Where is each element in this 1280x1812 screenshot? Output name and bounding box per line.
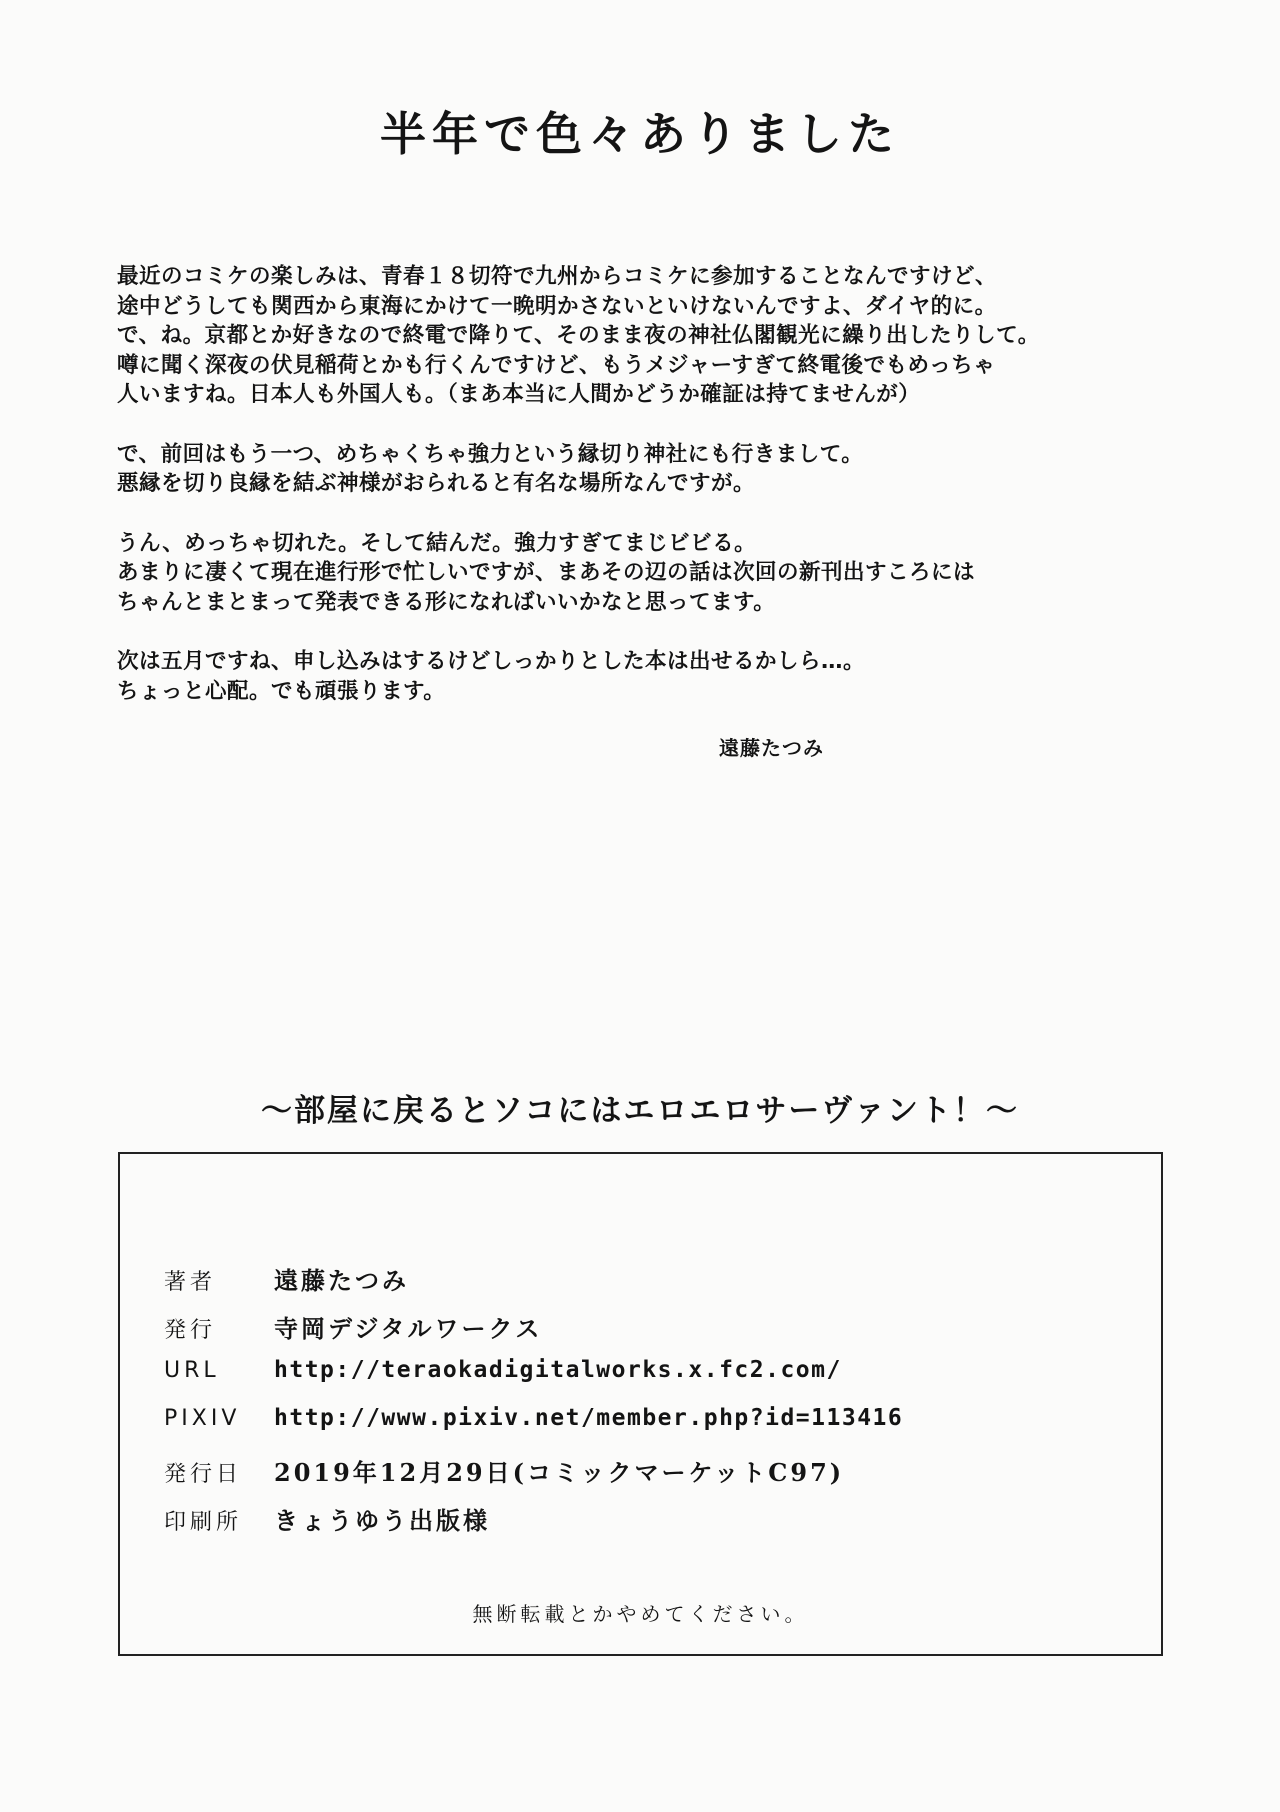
colophon-row-date xyxy=(164,1453,844,1488)
afterword-line: ちょっと心配。でも頑張ります。 xyxy=(117,678,446,704)
afterword-line: で、ね。京都とか好きなので終電で降りて、そのまま夜の神社仏閣観光に繰り出したりして。 xyxy=(117,323,1040,348)
colophon-label: 発行日 xyxy=(164,1462,243,1487)
afterword-line: で、前回はもう一つ、めちゃくちゃ強力という縁切り神社にも行きまして。 xyxy=(117,441,864,467)
afterword-paragraph xyxy=(117,440,1177,499)
work-title: 〜部屋に戻るとソコにはエロエロサーヴァント！〜 xyxy=(260,1093,1020,1129)
afterword-line: ちゃんとまとまって発表できる形になればいいかなと思ってます。 xyxy=(117,589,776,615)
colophon-row-publisher xyxy=(164,1309,542,1344)
afterword-line: 最近のコミケの楽しみは、青春１８切符で九州からコミケに参加することなんですけど、 xyxy=(117,264,998,289)
colophon-value: 遠藤たつみ xyxy=(274,1266,409,1295)
afterword-line: 途中どうしても関西から東海にかけて一晩明かさないといけないんですよ、ダイヤ的に。 xyxy=(117,293,997,319)
author-signature: 遠藤たつみ xyxy=(719,736,824,760)
colophon-label: 発行 xyxy=(164,1318,217,1343)
afterword-line: あまりに凄くて現在進行形で忙しいですが、まあその辺の話は次回の新刊出すころには xyxy=(117,560,976,585)
colophon-row-printer xyxy=(164,1501,490,1536)
afterword-paragraph xyxy=(117,262,1177,410)
colophon-row-pixiv xyxy=(164,1405,903,1431)
colophon-value: 2019年12月29日(コミックマーケットC97) xyxy=(274,1458,845,1487)
reprint-notice: 無断転載とかやめてください。 xyxy=(472,1602,809,1626)
afterword-line: 悪縁を切り良縁を結ぶ神様がおられると有名な場所なんですが。 xyxy=(117,471,756,496)
colophon-box xyxy=(118,1152,1163,1656)
colophon-label: 著者 xyxy=(164,1270,217,1295)
afterword-line: 人いますね。日本人も外国人も。（まあ本当に人間かどうか確証は持てませんが） xyxy=(117,382,921,407)
colophon-value: きょうゆう出版様 xyxy=(274,1506,490,1535)
colophon-label: URL xyxy=(164,1358,220,1383)
colophon-row-author xyxy=(164,1261,409,1296)
afterword-line: うん、めっちゃ切れた。そして結んだ。強力すぎてまじビビる。 xyxy=(117,530,757,556)
colophon-value: 寺岡デジタルワークス xyxy=(274,1314,543,1343)
pixiv-link[interactable]: http://www.pixiv.net/member.php?id=113416 xyxy=(274,1405,904,1431)
afterword-line: 次は五月ですね、申し込みはするけどしっかりとした本は出せるかしら…。 xyxy=(117,649,866,674)
afterword-title: 半年で色々ありました xyxy=(380,107,900,161)
afterword-paragraph xyxy=(117,529,1177,618)
afterword-body xyxy=(117,262,1177,736)
colophon-label: PIXIV xyxy=(164,1406,241,1431)
colophon-label: 印刷所 xyxy=(164,1510,243,1535)
afterword-paragraph xyxy=(117,647,1177,706)
colophon-row-url xyxy=(164,1357,842,1383)
url-link[interactable]: http://teraokadigitalworks.x.fc2.com/ xyxy=(274,1357,842,1383)
afterword-line: 噂に聞く深夜の伏見稲荷とかも行くんですけど、もうメジャーすぎて終電後でもめっちゃ xyxy=(117,352,996,378)
